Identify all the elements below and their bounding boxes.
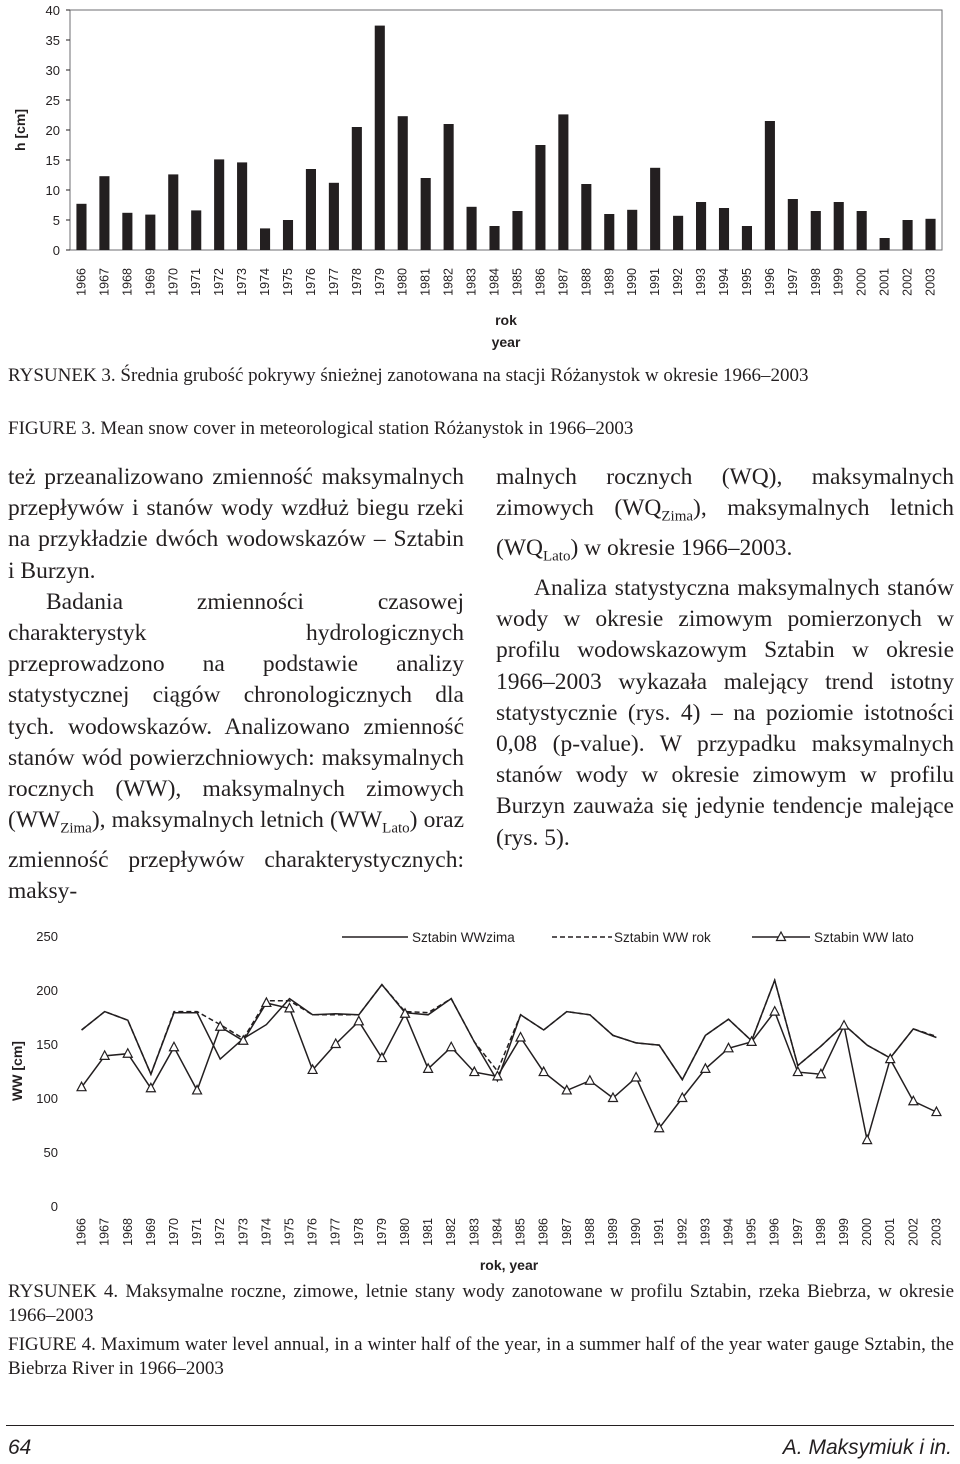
text-run: malnych rocznych (WQ), maksymalnych zimowych (WQ xyxy=(496,464,954,522)
x-tick-label: 1980 xyxy=(395,268,410,296)
bar xyxy=(329,183,339,250)
x-tick-label: 1999 xyxy=(831,268,846,296)
bar xyxy=(581,184,591,250)
x-axis-label: rok xyxy=(495,312,517,328)
x-tick-label: 1973 xyxy=(236,1218,251,1246)
x-tick-label: 1967 xyxy=(97,268,112,296)
x-tick-label: 1989 xyxy=(602,268,617,296)
legend-label: Sztabin WW lato xyxy=(814,930,914,945)
data-point xyxy=(585,1076,594,1085)
bar xyxy=(558,114,568,250)
x-tick-label: 1967 xyxy=(97,1218,112,1246)
x-tick-label: 2003 xyxy=(923,268,938,296)
x-tick-label: 1980 xyxy=(398,1218,413,1246)
bar xyxy=(604,214,614,250)
x-tick-label: 1970 xyxy=(166,268,181,296)
bar xyxy=(145,215,155,250)
text-run: ) oraz zmienność przepływów charakterystycznych: maksy- xyxy=(8,807,465,905)
x-tick-label: 1985 xyxy=(510,268,525,296)
y-tick-label: 5 xyxy=(52,213,60,228)
x-tick-label: 1976 xyxy=(303,268,318,296)
paragraph: Analiza statystyczna maksymalnych stanów wody w okresie zimowym pomierzonych w profilu wodowskazowym Sztabin w okresie 1966–2003 wykazała malejący trend istotny statystycznie (rys. 4) – na poziomie istotności 0,08 (p-value). W przypadku maksymalnych stanów wody w okresie zimowym w profilu Burzyn zauważa się jedynie tendencje malejące (rys. 5). xyxy=(496,574,954,851)
bar xyxy=(398,116,408,250)
bar xyxy=(696,202,706,250)
x-tick-label: 1987 xyxy=(559,1218,574,1246)
x-tick-label: 1990 xyxy=(629,1218,644,1246)
x-tick-label: 1994 xyxy=(717,268,731,296)
x-axis-label-en: year xyxy=(491,334,521,350)
data-point xyxy=(886,1054,895,1063)
data-point xyxy=(863,1135,872,1144)
bar xyxy=(306,169,316,250)
text-run: ), maksymalnych letnich (WW xyxy=(91,807,383,834)
data-point xyxy=(123,1049,132,1058)
subscript: Lato xyxy=(542,548,571,565)
legend-label: Sztabin WWzima xyxy=(412,930,515,945)
y-tick-label: 25 xyxy=(45,93,60,108)
bar xyxy=(834,202,844,250)
x-tick-label: 1982 xyxy=(441,268,456,296)
x-tick-label: 1984 xyxy=(490,1218,505,1246)
text-column-left xyxy=(8,462,464,908)
bar xyxy=(627,210,637,250)
x-tick-label: 1969 xyxy=(143,268,158,296)
data-point xyxy=(447,1042,456,1051)
x-tick-label: 1998 xyxy=(808,268,823,296)
bar xyxy=(673,216,683,250)
x-tick-label: 2003 xyxy=(929,1218,944,1246)
bar xyxy=(903,220,913,250)
x-tick-label: 1972 xyxy=(212,268,227,296)
y-tick-label: 15 xyxy=(45,153,60,168)
x-axis-label: rok, year xyxy=(479,1257,539,1273)
x-tick-label: 1977 xyxy=(326,268,341,296)
bar xyxy=(880,238,890,250)
x-tick-label: 1995 xyxy=(739,268,754,296)
legend-label: Sztabin WW rok xyxy=(614,930,711,945)
data-point xyxy=(632,1072,641,1081)
x-tick-label: 1981 xyxy=(421,1218,436,1246)
x-tick-label: 1983 xyxy=(467,1218,482,1246)
x-tick-label: 1989 xyxy=(605,1218,620,1246)
x-tick-label: 1976 xyxy=(305,1218,320,1246)
bar xyxy=(122,213,132,250)
paragraph xyxy=(496,462,954,573)
x-tick-label: 1973 xyxy=(235,268,250,296)
x-tick-label: 1992 xyxy=(671,268,686,296)
x-tick-label: 1982 xyxy=(444,1218,459,1246)
subscript: Lato xyxy=(382,820,410,837)
x-tick-label: 1966 xyxy=(74,1218,89,1246)
x-tick-label: 1993 xyxy=(698,1218,713,1246)
paragraph xyxy=(8,587,464,908)
x-tick-label: 1995 xyxy=(744,1218,759,1246)
water-level-line-chart xyxy=(0,920,960,1278)
data-point xyxy=(840,1021,849,1030)
y-tick-label: 200 xyxy=(36,983,58,998)
bar xyxy=(444,124,454,250)
y-tick-label: 50 xyxy=(43,1145,58,1160)
x-tick-label: 2001 xyxy=(883,1218,898,1246)
text-column-right xyxy=(496,462,954,854)
x-tick-label: 1968 xyxy=(120,268,135,296)
x-tick-label: 1968 xyxy=(120,1218,135,1246)
y-tick-label: 20 xyxy=(45,123,60,138)
snow-cover-bar-chart xyxy=(0,0,960,356)
bar xyxy=(765,121,775,250)
x-tick-label: 1992 xyxy=(675,1218,690,1246)
bar xyxy=(811,211,821,250)
x-tick-label: 1974 xyxy=(259,1218,274,1246)
y-axis-label: WW [cm] xyxy=(9,1041,25,1101)
x-tick-label: 2002 xyxy=(900,268,915,296)
x-tick-label: 1990 xyxy=(625,268,640,296)
series-line xyxy=(82,1003,937,1140)
data-point xyxy=(262,998,271,1007)
bar xyxy=(512,211,522,250)
y-tick-label: 10 xyxy=(45,183,60,198)
bar xyxy=(742,226,752,250)
subscript: Zima xyxy=(661,508,694,525)
y-tick-label: 250 xyxy=(36,929,58,944)
x-tick-label: 1969 xyxy=(143,1218,158,1246)
x-tick-label: 1974 xyxy=(258,268,273,296)
x-tick-label: 2000 xyxy=(860,1218,875,1246)
paragraph: też przeanalizowano zmienność maksymalnych przepływów i stanów wody wzdłuż biegu rzeki na przykładzie dwóch wodowskazów – Sztabin i Burzyn. xyxy=(8,464,464,584)
x-tick-label: 1971 xyxy=(189,268,204,296)
x-tick-label: 1975 xyxy=(282,1218,297,1246)
figure3-caption-en: FIGURE 3. Mean snow cover in meteorological station Różanystok in 1966–2003 xyxy=(8,418,634,439)
y-tick-label: 150 xyxy=(36,1037,58,1052)
page-number: 64 xyxy=(8,1436,32,1459)
x-tick-label: 1999 xyxy=(837,1218,852,1246)
x-tick-label: 1998 xyxy=(813,1218,828,1246)
x-tick-label: 1983 xyxy=(464,268,479,296)
bar xyxy=(467,207,477,250)
x-tick-label: 1991 xyxy=(648,268,663,296)
bar xyxy=(214,159,224,250)
x-tick-label: 1997 xyxy=(785,268,800,296)
x-tick-label: 1988 xyxy=(582,1218,597,1246)
y-tick-label: 30 xyxy=(45,63,60,78)
x-tick-label: 1970 xyxy=(166,1218,181,1246)
bar xyxy=(650,168,660,250)
y-axis-label: h [cm] xyxy=(12,109,28,151)
data-point xyxy=(516,1033,525,1042)
y-tick-label: 0 xyxy=(52,243,60,258)
bar xyxy=(191,210,201,250)
x-tick-label: 1971 xyxy=(190,1218,205,1246)
y-tick-label: 0 xyxy=(50,1199,58,1214)
bar xyxy=(99,176,109,250)
figure3-caption-pl: RYSUNEK 3. Średnia grubość pokrywy śnieżnej zanotowana na stacji Różanystok w okresie 1966–2003 xyxy=(8,365,809,386)
x-tick-label: 2002 xyxy=(906,1218,921,1246)
data-point xyxy=(770,1007,779,1016)
footer-rule xyxy=(6,1425,954,1426)
x-tick-label: 1981 xyxy=(418,268,433,296)
subscript: Zima xyxy=(60,820,92,837)
bar xyxy=(788,199,798,250)
bar xyxy=(237,162,247,250)
x-tick-label: 1994 xyxy=(721,1218,736,1246)
bar xyxy=(283,220,293,250)
bar xyxy=(375,26,385,250)
x-tick-label: 1972 xyxy=(213,1218,228,1246)
bar xyxy=(260,228,270,250)
bar xyxy=(857,211,867,250)
series-line xyxy=(82,980,937,1079)
x-tick-label: 2000 xyxy=(854,268,869,296)
data-point xyxy=(793,1067,802,1076)
x-tick-label: 1988 xyxy=(579,268,594,296)
x-tick-label: 1996 xyxy=(767,1218,782,1246)
figure4-caption-pl: RYSUNEK 4. Maksymalne roczne, zimowe, letnie stany wody zanotowane w profilu Sztabin, rzeka Biebrza, w okresie 1966–2003 xyxy=(8,1281,954,1326)
y-tick-label: 40 xyxy=(45,3,60,18)
x-tick-label: 1991 xyxy=(652,1218,667,1246)
bar xyxy=(489,226,499,250)
bar xyxy=(719,208,729,250)
data-point xyxy=(193,1085,202,1094)
footer-authors: A. Maksymiuk i in. xyxy=(782,1436,952,1459)
bar xyxy=(352,127,362,250)
x-tick-label: 1966 xyxy=(74,268,89,296)
x-tick-label: 1986 xyxy=(536,1218,551,1246)
y-tick-label: 35 xyxy=(45,33,60,48)
bar xyxy=(421,178,431,250)
bar xyxy=(168,174,178,250)
x-tick-label: 1979 xyxy=(372,268,387,296)
x-tick-label: 2001 xyxy=(877,268,892,296)
figure4-caption-en: FIGURE 4. Maximum water level annual, in a winter half of the year, in a summer half of the year water gauge Sztabin, the Biebrza River in 1966–2003 xyxy=(8,1334,954,1379)
x-tick-label: 1985 xyxy=(513,1218,528,1246)
series-line xyxy=(82,980,937,1080)
data-point xyxy=(169,1042,178,1051)
x-tick-label: 1993 xyxy=(694,268,709,296)
x-tick-label: 1975 xyxy=(281,268,295,296)
data-point xyxy=(354,1016,363,1024)
text-run: Badania zmienności czasowej charakterystyk hydrologicznych przeprowadzono na podstawie analizy statystycznej ciągów chronologicznych dla tych. wodowskazów. Analizowano zmienność stanów wód powierzchniowych: maksymalnych rocznych (WW), maksymalnych zimowych (WW xyxy=(8,588,464,834)
text-run: ), maksymalnych letnich (WQ xyxy=(496,495,954,562)
x-tick-label: 1987 xyxy=(556,268,571,296)
x-tick-label: 1978 xyxy=(351,1218,366,1246)
x-tick-label: 1996 xyxy=(762,268,777,296)
data-point xyxy=(909,1096,918,1105)
bar xyxy=(76,204,86,250)
x-tick-label: 1997 xyxy=(790,1218,805,1246)
x-tick-label: 1979 xyxy=(374,1218,389,1246)
y-tick-label: 100 xyxy=(36,1091,58,1106)
text-run: ) w okresie 1966–2003. xyxy=(570,535,793,562)
x-tick-label: 1978 xyxy=(349,268,364,296)
bar xyxy=(925,219,935,250)
x-tick-label: 1986 xyxy=(533,268,548,296)
x-tick-label: 1977 xyxy=(328,1218,343,1246)
bar xyxy=(535,145,545,250)
x-tick-label: 1984 xyxy=(487,268,502,296)
